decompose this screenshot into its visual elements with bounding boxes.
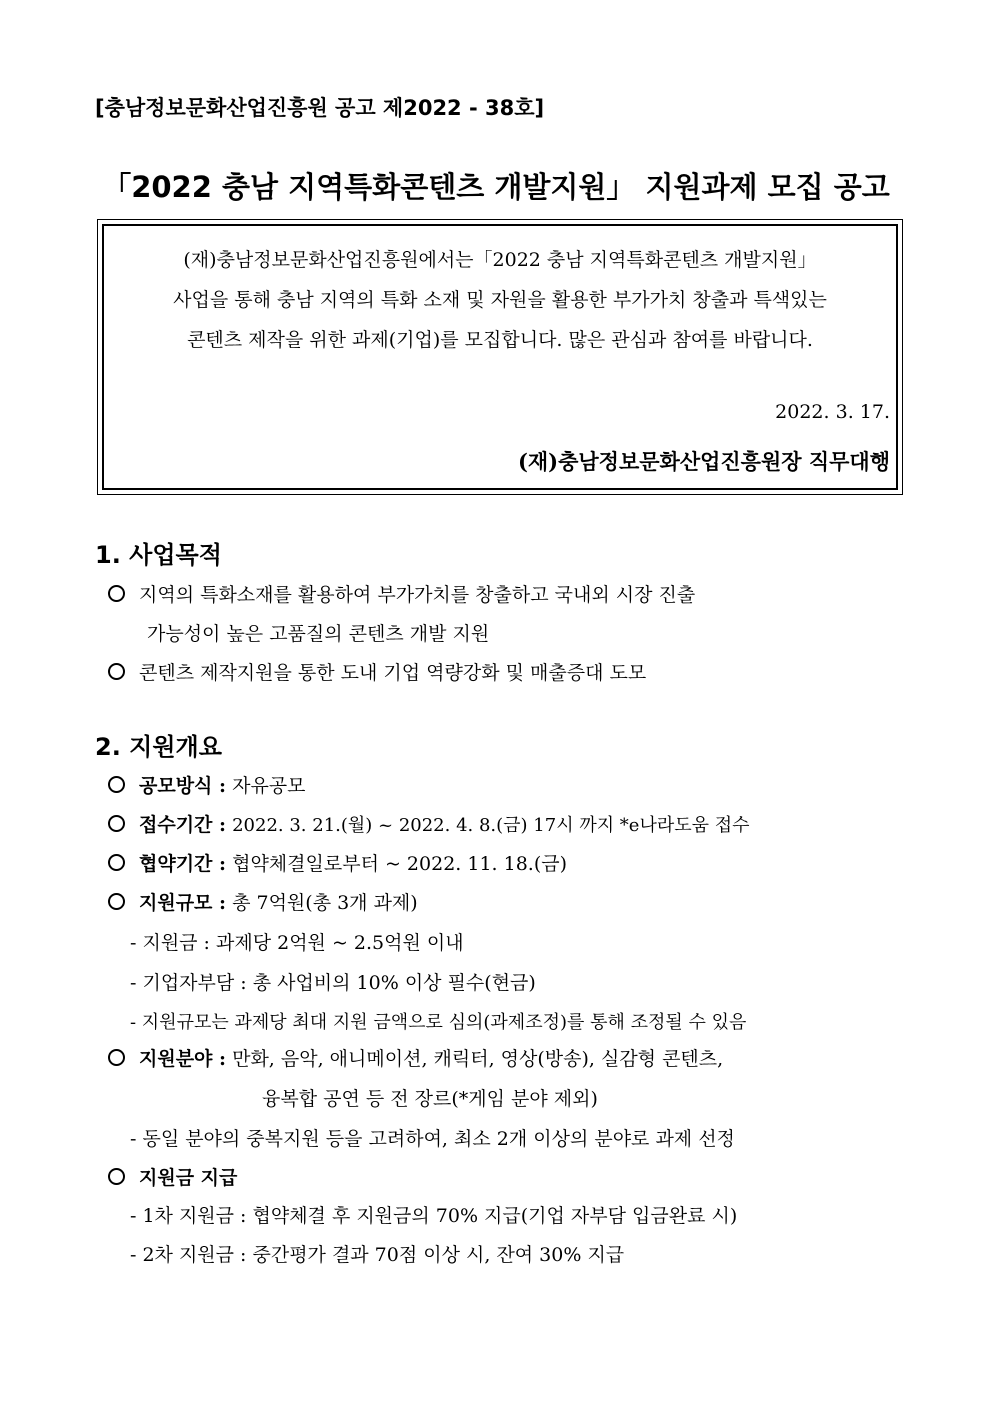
list-item xyxy=(108,1163,237,1190)
list-item xyxy=(108,1044,723,1071)
intro-line: (재)충남정보문화산업진흥원에서는「2022 충남 지역특화콘텐츠 개발지원」 xyxy=(183,249,817,271)
notice-date: 2022. 3. 17. xyxy=(775,401,890,423)
item-value: 총 7억원(총 3개 과제) xyxy=(232,892,418,914)
circle-bullet-icon xyxy=(108,854,125,871)
sub-item: - 지원금 : 과제당 2억원 ~ 2.5억원 이내 xyxy=(130,932,464,954)
item-value: 자유공모 xyxy=(232,775,306,797)
sub-item: - 1차 지원금 : 협약체결 후 지원금의 70% 지급(기업 자부담 입금완료 시) xyxy=(130,1205,738,1227)
sub-item: - 동일 분야의 중복지원 등을 고려하여, 최소 2개 이상의 분야로 과제 선정 xyxy=(130,1128,735,1150)
item-label: 지원분야 : xyxy=(139,1048,227,1070)
intro-line: 콘텐츠 제작을 위한 과제(기업)를 모집합니다. 많은 관심과 참여를 바랍니다. xyxy=(187,329,813,351)
list-item xyxy=(108,658,646,685)
notice-number: [충남정보문화산업진흥원 공고 제2022 - 38호] xyxy=(95,96,545,120)
list-item-continuation: 가능성이 높은 고품질의 콘텐츠 개발 지원 xyxy=(147,623,490,645)
circle-bullet-icon xyxy=(108,815,125,832)
item-value: 2022. 3. 21.(월) ~ 2022. 4. 8.(금) 17시 까지 *e나라도움 접수 xyxy=(232,815,750,836)
list-item xyxy=(108,849,567,876)
item-label: 지원규모 : xyxy=(139,892,227,914)
circle-bullet-icon xyxy=(108,1168,125,1185)
circle-bullet-icon xyxy=(108,585,125,602)
intro-box-inner xyxy=(102,224,898,490)
item-label: 접수기간 : xyxy=(139,814,227,836)
intro-line: 사업을 통해 충남 지역의 특화 소재 및 자원을 활용한 부가가치 창출과 특색있는 xyxy=(173,289,827,311)
list-item xyxy=(108,888,418,915)
intro-box xyxy=(97,219,903,495)
circle-bullet-icon xyxy=(108,1049,125,1066)
circle-bullet-icon xyxy=(108,893,125,910)
list-item xyxy=(108,810,750,837)
circle-bullet-icon xyxy=(108,663,125,680)
list-item xyxy=(108,771,306,798)
list-item xyxy=(108,580,695,607)
section-heading-overview: 2. 지원개요 xyxy=(95,733,222,761)
document-title: 「2022 충남 지역특화콘텐츠 개발지원」 지원과제 모집 공고 xyxy=(102,170,890,204)
sub-item: - 지원규모는 과제당 최대 지원 금액으로 심의(과제조정)를 통해 조정될 수 있음 xyxy=(130,1012,747,1033)
item-value: 협약체결일로부터 ~ 2022. 11. 18.(금) xyxy=(232,853,568,875)
item-value: 만화, 음악, 애니메이션, 캐릭터, 영상(방송), 실감형 콘텐츠, xyxy=(232,1048,724,1070)
intro-paragraph xyxy=(110,240,890,360)
sub-item: - 2차 지원금 : 중간평가 결과 70점 이상 시, 잔여 30% 지급 xyxy=(130,1244,625,1266)
item-value-continuation: 융복합 공연 등 전 장르(*게임 분야 제외) xyxy=(262,1088,598,1110)
item-label: 공모방식 : xyxy=(139,775,227,797)
list-item-text: 콘텐츠 제작지원을 통한 도내 기업 역량강화 및 매출증대 도모 xyxy=(139,662,647,684)
section-heading-purpose: 1. 사업목적 xyxy=(95,541,222,569)
sub-item: - 기업자부담 : 총 사업비의 10% 이상 필수(현금) xyxy=(130,972,536,994)
list-item-text: 지역의 특화소재를 활용하여 부가가치를 창출하고 국내외 시장 진출 xyxy=(139,584,696,606)
item-label: 지원금 지급 xyxy=(139,1167,238,1189)
signer: (재)충남정보문화산업진흥원장 직무대행 xyxy=(517,449,890,474)
item-label: 협약기간 : xyxy=(139,853,227,875)
circle-bullet-icon xyxy=(108,776,125,793)
